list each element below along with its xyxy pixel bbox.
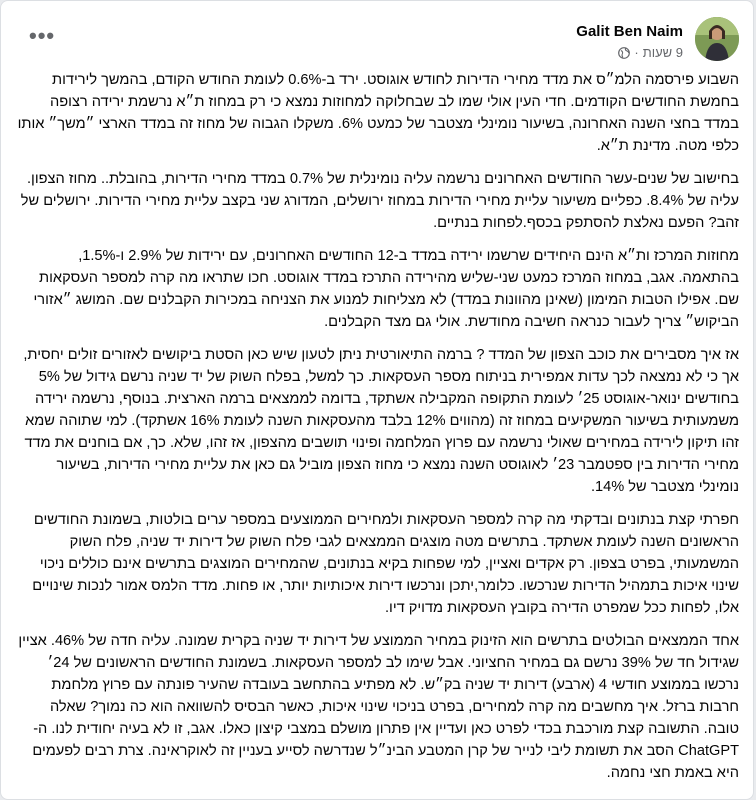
avatar-image — [695, 17, 739, 61]
post-body — [15, 69, 739, 795]
meta-separator: · — [634, 45, 639, 60]
globe-icon[interactable] — [618, 47, 630, 59]
more-options-icon[interactable]: ••• — [29, 23, 56, 48]
post-meta — [618, 45, 683, 60]
post-header — [15, 15, 739, 65]
author-name[interactable]: Galit Ben Naim — [576, 23, 683, 40]
post-paragraph: בחישוב של שנים-עשר החודשים האחרונים נרשמה עליה נומינלית של 0.7% במדד מחירי הדירות, בהובלת.. מחוז הצפון. עליה של 8.4%. כפליים משיעור עליית מחירי הדירות במחוז ירושלים, המדורג שני בקצב עליית מחירי הדירות. ירושלים של זהב? הפעם נאלצת להסתפק בכסף.לפחות בנתיים. — [20, 171, 739, 231]
post-paragraph: מחוזות המרכז ות״א הינם היחידים שרשמו ירידה במדד ב-12 החודשים האחרונים, עם ירידות של 2.9% ו-1.5%, בהתאמה. אגב, במחוז המרכז כמעט שני-שליש מהירידה התרכז במדד אוגוסט. חכו שתראו מה קרה למספר העסקאות שם. אפילו הטבות המימון (שאינן מהוונות במדד) לא מצליחות למנוע את הצניחה במכירות הקבלנים שם. המושג ״אזורי הביקוש״ צריך לעבור כנראה חשיבה מחודשת. אולי גם מצד הקבלנים. — [33, 248, 739, 330]
post-paragraph: השבוע פירסמה הלמ״ס את מדד מחירי הדירות לחודש אוגוסט. ירד ב-0.6% לעומת החודש הקודם, בהמשך לירידות בחמשת החודשים הקודמים. חדי העין אולי שמו לב שבחלוקה למחוזות נמצא כי רק במחוז ת״א נרשמת ירידה רצופה במדד בחצי השנה האחרונה, בשיעור נומינלי מצטבר של כמעט 6%. משקלו הגבוה של מחוז זה במדד הארצי ״משך״ אותו כלפי מטה. מדינת ת״א. — [17, 72, 739, 154]
avatar[interactable] — [695, 17, 739, 61]
post-paragraph: אז איך מסבירים את כוכב הצפון של המדד ? ברמה התיאורטית ניתן לטעון שיש כאן הסטת ביקושים לאזורים זולים יחסית, אך כי לא נמצאה לכך עדות אמפירית בניתוח מספר העסקאות. כך למשל, בפלח השוק של יד שניה נרשם גידול של 5% בחודשים ינואר-אוגוסט 25׳ לעומת התקופה המקבילה אשתקד, בדומה לממצאים ברמה הארצית. בנוסף, נרשמה ירידה משמעותית בשיעור המשקיעים במחוז זה (מהווים 12% בלבד מהעסקאות השנה לעומת 16% אשתקד). למי שתוהה שמא זהו תיקון לירידה במחירים שאולי נרשמה עם פרוץ המלחמה ופינוי תושבים מהצפון, אז זהו, שלא. כך, אם בוחנים את מדד מחירי הדירות בין ספטמבר 23׳ לאוגוסט השנה נמצא כי מחוז הצפון מוביל גם כאן את עליית מחירי הדירות, בשיעור נומינלי מצטבר של 14%. — [23, 347, 739, 495]
post-time[interactable]: 9 שעות — [642, 45, 683, 60]
post-paragraph: אחד הממצאים הבולטים בתרשים הוא הזינוק במחיר הממוצע של דירות יד שניה בקרית שמונה. עליה חדה של 46%. אציין שגידול חד של 39% נרשם גם במחיר החציוני. אבל שימו לב למספר העסקאות. בשמונת החודשים הראשונים של 24׳ נרכשו בממוצע חודשי 4 (ארבע) דירות יד שניה בק״ש. לא מפתיע בהתחשב בעובדה שהעיר פונתה עם פרוץ מלחמת חרבות ברזל. איך מחשבים מה קרה למחירים, בפרט בניכוי שינוי איכות, כאשר הבסיס להשוואה הוא כה נמוך? שאלה טובה. התשובה קצת מורכבת בכדי לפרט כאן ועדיין אין פתרון מושלם במצבי קיצון כאלו. אגב, זו לא בעיה יחודית לנו. ה-ChatGPT הסב את תשומת ליבי לנייר של קרן המטבע הבינ״ל שנדרשה לסייע בעניין זה לאוקראינה. צרת רבים לפעמים היא באמת חצי נחמה. — [18, 633, 739, 781]
post-paragraph: חפרתי קצת בנתונים ובדקתי מה קרה למספר העסקאות ולמחירים הממוצעים במספר ערים בולטות, בשמונת החודשים הראשונים השנה לעומת אשתקד. בתרשים מטה מוצגים הממצאים לגבי פלח השוק של דירות יד שניה, פלח השוק המשמעותי, בפרט בצפון. רק אקדים ואציין, למי שפחות בקיא בנתונים, שהמחירים המוצגים בתרשים אינם כוללים ניכוי שינוי איכות בתמהיל הדירות שנרכשו. כלומר,יתכן ונרכשו דירות איכותיות יותר, או פחות. מדד הלמס אמור לנכות שינויים אלו, לפחות ככל שמפרט הדירה בקובץ העסקאות מדויק דיו. — [32, 512, 739, 616]
